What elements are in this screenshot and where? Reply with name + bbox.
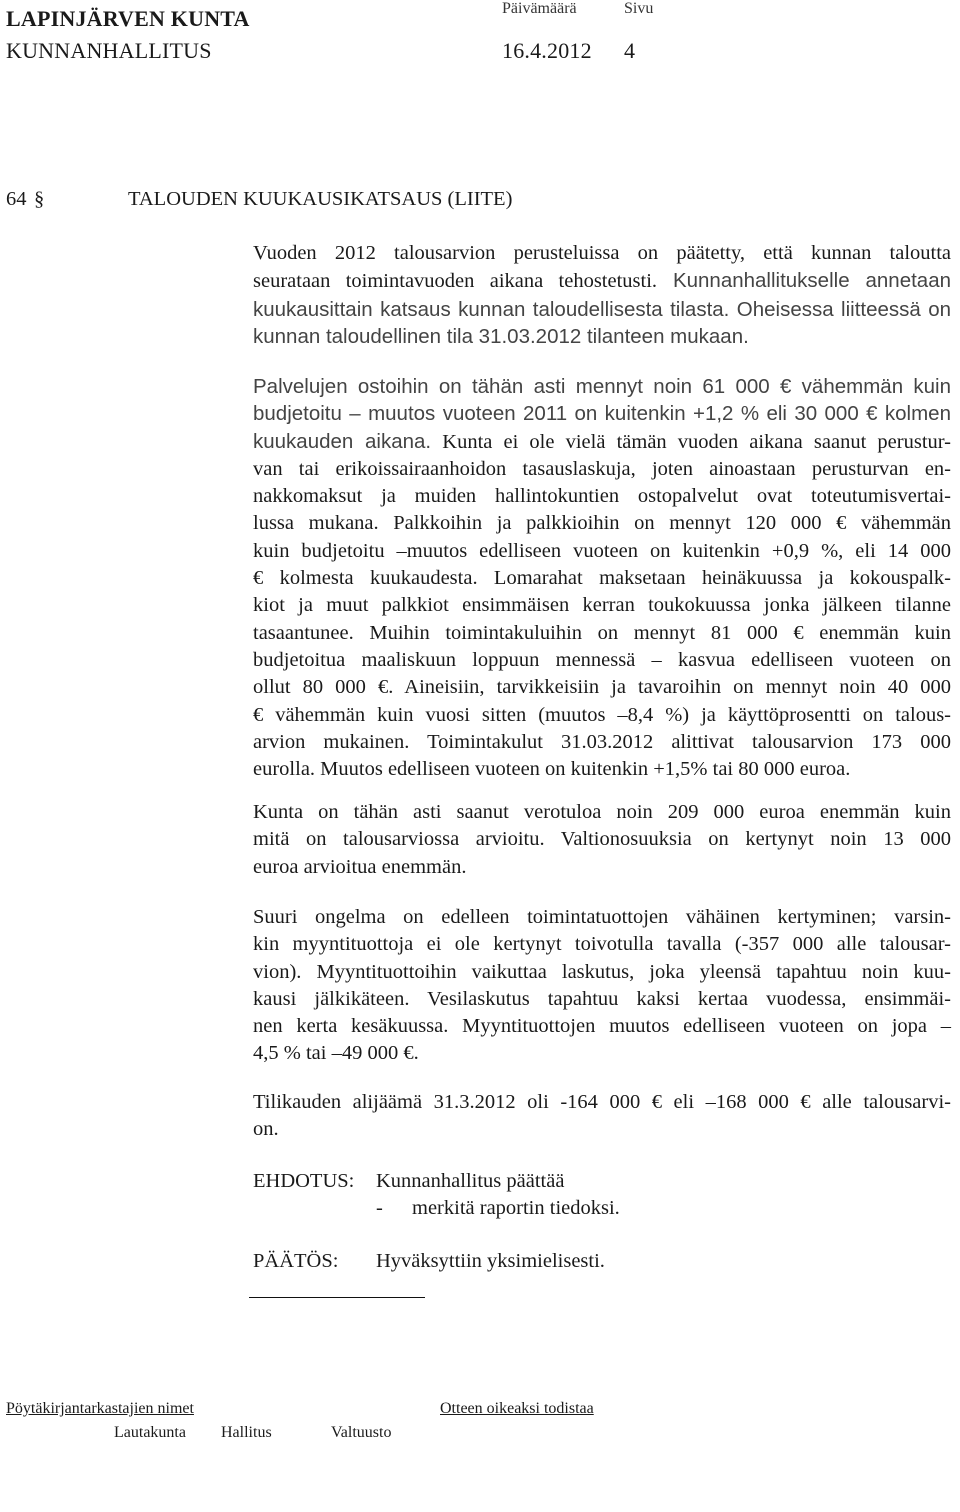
costs-line: € vähemmän kuin vuosi sitten (muutos –8,4 %) ja käyttöprosentti on talous-	[253, 703, 951, 726]
costs-line: lussa mukana. Palkkoihin ja palkkioihin on mennyt 120 000 € vähemmän	[253, 512, 951, 535]
intro-line: kunnan taloudellinen tila 31.03.2012 tilanteen mukaan.	[253, 324, 749, 348]
extract-certified-label: Otteen oikeaksi todistaa	[440, 1400, 594, 1417]
date-label: Päivämäärä	[502, 0, 577, 17]
revenue-line: kin myyntituottoja ei ole kertynyt toivotulla tavalla (-357 000 alle talousar-	[253, 933, 951, 956]
costs-line: van tai erikoissairaanhoidon tasauslaskuja, joten ainoastaan perusturvan en-	[253, 457, 951, 480]
decision-label: PÄÄTÖS:	[253, 1250, 339, 1272]
costs-line: nakkomaksut ja muiden hallintokuntien ostopalvelut ovat toteutumisvertai-	[253, 485, 951, 508]
tax-line: mitä on talousarviossa arvioitu. Valtionosuuksia on kertynyt noin 13 000	[253, 828, 951, 851]
costs-line: tasaantunee. Muihin toimintakuluihin on mennyt 81 000 € enemmän kuin	[253, 621, 951, 644]
intro-paragraph	[253, 240, 951, 350]
tax-line: euroa arvioitua enemmän.	[253, 855, 467, 878]
footer-body-board: Hallitus	[221, 1424, 272, 1441]
meeting-date: 16.4.2012	[502, 38, 592, 63]
costs-line: arvion mukainen. Toimintakulut 31.03.2012 alittivat talousarvion 173 000	[253, 730, 951, 753]
footer-body-committee: Lautakunta	[114, 1424, 186, 1441]
costs-line: kuukauden aikana. Kunta ei ole vielä tämän vuoden aikana saanut perustur-	[253, 429, 952, 453]
footer-body-council: Valtuusto	[331, 1424, 392, 1441]
revenue-line: kausi jälkikäteen. Vesilaskutus tapahtuu kaksi kertaa vuodessa, ensimmäi-	[253, 987, 951, 1010]
costs-line: Palvelujen ostoihin on tähän asti mennyt noin 61 000 € vähemmän kuin	[253, 375, 951, 398]
revenue-line: 4,5 % tai –49 000 €.	[253, 1042, 419, 1065]
revenue-line: vion). Myyntituottoihin vaikuttaa laskutus, joka yleensä tapahtuu noin kuu-	[253, 960, 951, 983]
section-title: TALOUDEN KUUKAUSIKATSAUS (LIITE)	[128, 188, 513, 210]
deficit-line: on.	[253, 1118, 279, 1141]
proposal-label: EHDOTUS:	[253, 1170, 355, 1192]
costs-line: € kolmesta kuukaudesta. Lomarahat maksetaan heinäkuussa ja kokouspalk-	[253, 567, 951, 590]
deficit-paragraph	[253, 1089, 951, 1144]
costs-line: eurolla. Muutos edelliseen vuoteen on kuitenkin +1,5% tai 80 000 euroa.	[253, 758, 851, 781]
proposal-item: merkitä raportin tiedoksi.	[412, 1197, 620, 1219]
tax-line: Kunta on tähän asti saanut verotuloa noin 209 000 euroa enemmän kuin	[253, 801, 951, 823]
costs-line: ollut 80 000 €. Aineisiin, tarvikkeisiin ja tavaroihin on mennyt noin 40 000	[253, 676, 951, 699]
section-mark: §	[34, 188, 45, 210]
municipality-name: LAPINJÄRVEN KUNTA	[6, 6, 250, 31]
costs-line: budjetoitua maaliskuun loppuun mennessä – kasvua edelliseen vuoteen on	[253, 648, 951, 671]
section-number: 64	[6, 188, 27, 210]
decision-text: Hyväksyttiin yksimielisesti.	[376, 1250, 605, 1272]
reviewers-label: Pöytäkirjantarkastajien nimet	[6, 1400, 194, 1417]
intro-line: seurataan toimintavuoden aikana tehostetusti. Kunnanhallitukselle annetaan	[253, 269, 951, 293]
proposal-item-dash: -	[376, 1197, 383, 1219]
costs-paragraph	[253, 373, 951, 783]
deficit-line: Tilikauden alijäämä 31.3.2012 oli -164 000 € eli –168 000 € alle talousarvi-	[253, 1091, 951, 1113]
page-number: 4	[624, 38, 636, 63]
intro-line: kuukausittain katsaus kunnan taloudellisesta tilasta. Oheisessa liitteessä on	[253, 297, 951, 321]
revenue-line: nen kerta kesäkuussa. Myyntituottojen muutos edelliseen vuoteen on jopa –	[253, 1015, 951, 1038]
page-label: Sivu	[624, 0, 654, 17]
signature-rule	[249, 1297, 425, 1298]
tax-paragraph	[253, 799, 951, 881]
board-name: KUNNANHALLITUS	[6, 38, 212, 63]
intro-line: Vuoden 2012 talousarvion perusteluissa on päätetty, että kunnan taloutta	[253, 242, 951, 264]
revenue-line: Suuri ongelma on edelleen toimintatuottojen vähäinen kertyminen; varsin-	[253, 906, 951, 928]
costs-line: budjetoitu – muutos vuoteen 2011 on kuitenkin +1,2 % eli 30 000 € kolmen	[253, 402, 951, 426]
costs-line: kiot ja muut palkkiot ensimmäisen kerran toukokuussa jonka jälkeen tilanne	[253, 594, 951, 617]
proposal-text: Kunnanhallitus päättää	[376, 1170, 565, 1192]
costs-line: kuin budjetoitu –muutos edelliseen vuoteen on kuitenkin +0,9 %, eli 14 000	[253, 539, 951, 562]
revenue-paragraph	[253, 904, 951, 1068]
